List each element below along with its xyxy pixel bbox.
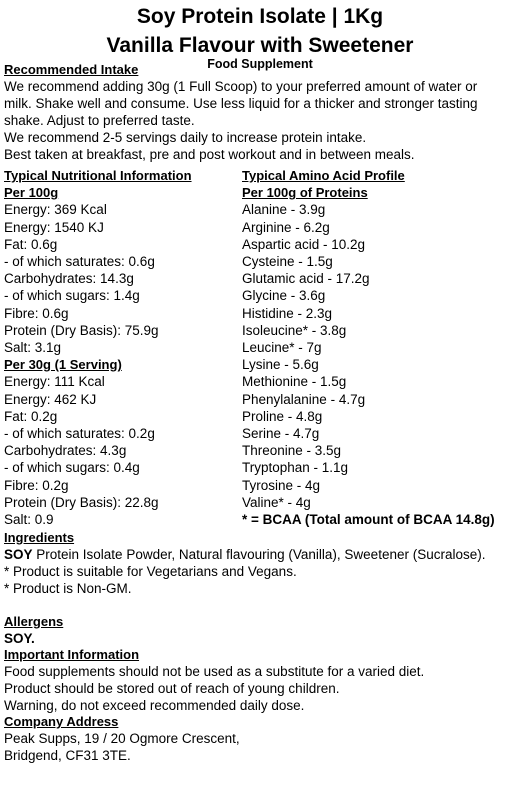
- important-information-heading: Important Information: [4, 647, 140, 662]
- amino-acid-row: Methionine - 1.5g: [242, 374, 347, 390]
- nutrition-row: Carbohydrates: 4.3g: [4, 443, 127, 459]
- recommended-intake-section: [4, 62, 520, 163]
- ingredients-heading: Ingredients: [4, 530, 75, 545]
- amino-acid-row: Tryptophan - 1.1g: [242, 460, 349, 476]
- amino-acid-row: Lysine - 5.6g: [242, 357, 319, 373]
- amino-acid-heading: Typical Amino Acid Profile: [242, 168, 405, 183]
- ingredients-bold-word: SOY: [4, 547, 33, 562]
- amino-acid-row: Arginine - 6.2g: [242, 219, 330, 235]
- amino-acid-row: Isoleucine* - 3.8g: [242, 322, 347, 338]
- nutrition-row: Protein (Dry Basis): 22.8g: [4, 494, 159, 510]
- intake-line: Best taken at breakfast, pre and post workout and in between meals.: [4, 147, 415, 162]
- nutrition-heading: Typical Nutritional Information: [4, 168, 192, 183]
- important-line: Food supplements should not be used as a substitute for a varied diet.: [4, 664, 425, 679]
- bcaa-note: * = BCAA (Total amount of BCAA 14.8g): [242, 512, 495, 528]
- ingredients-note: * Product is Non-GM.: [4, 581, 132, 596]
- important-line: Product should be stored out of reach of young children.: [4, 681, 340, 696]
- lower-sections: [4, 530, 520, 764]
- company-address-line: Peak Supps, 19 / 20 Ogmore Crescent,: [4, 731, 240, 746]
- nutrition-row: Energy: 462 KJ: [4, 391, 97, 407]
- company-address-heading: Company Address: [4, 714, 119, 729]
- ingredients-rest: Protein Isolate Powder, Natural flavouring (Vanilla), Sweetener (Sucralose).: [32, 547, 486, 562]
- nutrition-row: - of which saturates: 0.2g: [4, 426, 155, 442]
- per-30g-heading: Per 30g (1 Serving): [4, 357, 122, 373]
- recommended-intake-text: [4, 78, 520, 163]
- section-spacer: [4, 597, 520, 614]
- nutrition-row: Protein (Dry Basis): 75.9g: [4, 322, 159, 338]
- product-title: Soy Protein Isolate | 1Kg: [136, 5, 384, 28]
- company-address-line: Bridgend, CF31 3TE.: [4, 748, 131, 763]
- ingredients-note: * Product is suitable for Vegetarians and Vegans.: [4, 564, 297, 579]
- nutrition-row: Energy: 1540 KJ: [4, 219, 104, 235]
- nutrition-row: Fat: 0.6g: [4, 236, 58, 252]
- recommended-intake-heading: Recommended Intake: [4, 62, 139, 77]
- amino-acid-row: Glutamic acid - 17.2g: [242, 271, 370, 287]
- amino-acid-row: Alanine - 3.9g: [242, 202, 326, 218]
- intake-line: shake. Adjust to preferred taste.: [4, 113, 195, 128]
- nutrition-row: Fat: 0.2g: [4, 408, 58, 424]
- amino-acid-list: [242, 201, 517, 511]
- nutrition-row: Salt: 3.1g: [4, 340, 62, 356]
- nutrition-row: Energy: 369 Kcal: [4, 202, 107, 218]
- amino-acid-row: Phenylalanine - 4.7g: [242, 391, 366, 407]
- allergens-text: SOY.: [4, 631, 35, 646]
- per-100g-heading: Per 100g: [4, 185, 59, 201]
- important-line: Warning, do not exceed recommended daily dose.: [4, 698, 305, 713]
- allergens-heading: Allergens: [4, 614, 64, 629]
- intake-line: We recommend 2-5 servings daily to increase protein intake.: [4, 130, 367, 145]
- food-supplement-label: Food Supplement: [207, 57, 313, 71]
- amino-acid-subheading: Per 100g of Proteins: [242, 185, 368, 201]
- nutrition-row: Salt: 0.9: [4, 512, 54, 528]
- nutrition-row: Fibre: 0.2g: [4, 477, 69, 493]
- nutrition-row: - of which sugars: 0.4g: [4, 460, 140, 476]
- amino-acid-row: Serine - 4.7g: [242, 426, 320, 442]
- product-flavour-title: Vanilla Flavour with Sweetener: [106, 34, 414, 57]
- nutrition-row: Energy: 111 Kcal: [4, 374, 105, 390]
- amino-acid-row: Cysteine - 1.5g: [242, 254, 333, 270]
- amino-acid-row: Proline - 4.8g: [242, 408, 323, 424]
- per-30g-list: [4, 373, 234, 528]
- nutrition-row: Carbohydrates: 14.3g: [4, 271, 134, 287]
- nutrition-row: - of which sugars: 1.4g: [4, 288, 140, 304]
- amino-acid-row: Threonine - 3.5g: [242, 443, 342, 459]
- amino-acid-row: Histidine - 2.3g: [242, 305, 333, 321]
- amino-acid-row: Valine* - 4g: [242, 494, 311, 510]
- intake-line: milk. Shake well and consume. Use less liquid for a thicker and stronger tasting: [4, 96, 478, 111]
- nutrition-row: Fibre: 0.6g: [4, 305, 69, 321]
- amino-acid-row: Aspartic acid - 10.2g: [242, 236, 366, 252]
- intake-line: We recommend adding 30g (1 Full Scoop) to your preferred amount of water or: [4, 79, 478, 94]
- per-100g-list: [4, 201, 234, 356]
- nutrition-column: [4, 167, 234, 528]
- ingredients-text: [4, 546, 520, 563]
- amino-acid-row: Leucine* - 7g: [242, 340, 322, 356]
- amino-acid-row: Tyrosine - 4g: [242, 477, 321, 493]
- amino-acid-column: [242, 167, 517, 528]
- amino-acid-row: Glycine - 3.6g: [242, 288, 326, 304]
- nutrition-row: - of which saturates: 0.6g: [4, 254, 155, 270]
